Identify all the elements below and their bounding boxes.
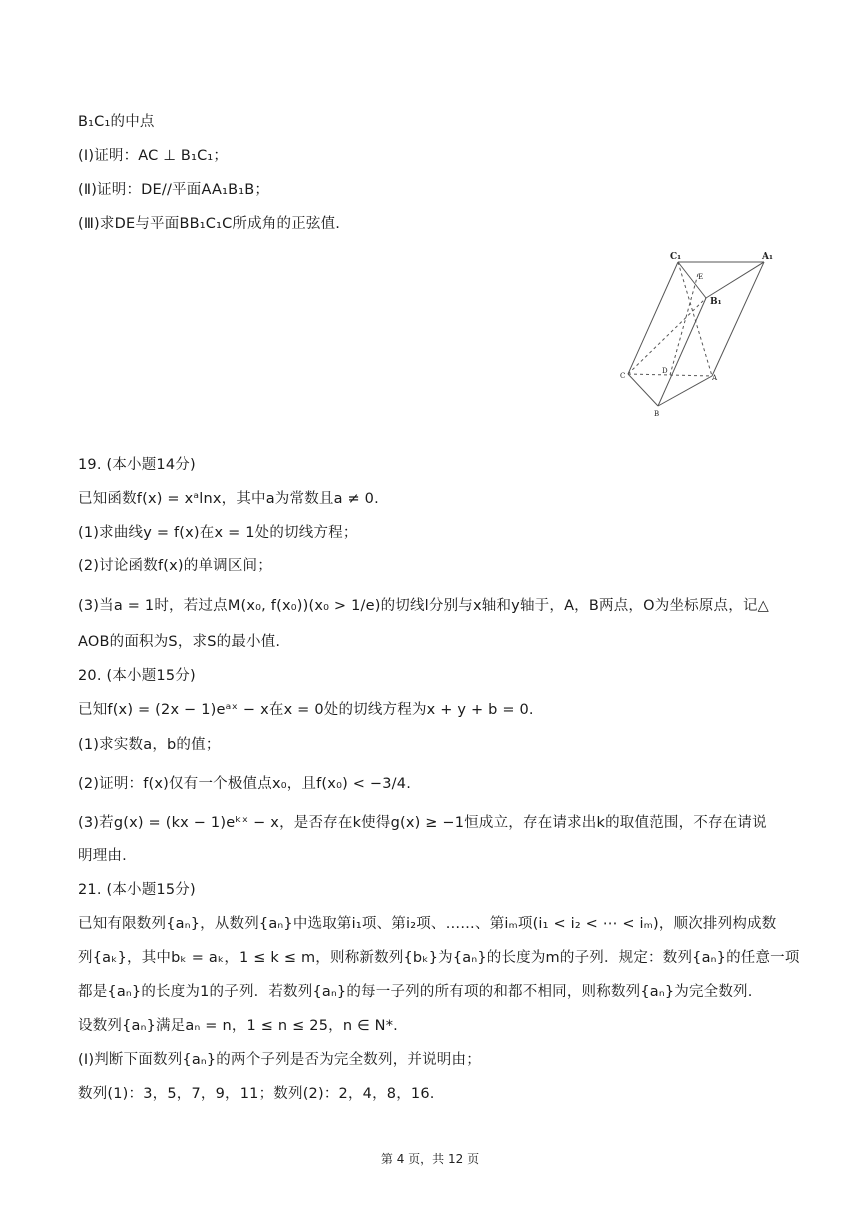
text-line: 已知f(x) = (2x − 1)eᵃˣ − x在x = 0处的切线方程为x + y + b = 0. <box>78 702 534 718</box>
text-line: 明理由. <box>78 848 127 864</box>
text-line: (2)讨论函数f(x)的单调区间； <box>78 558 272 574</box>
edge-c-b1 <box>628 298 706 374</box>
text-line: 都是{aₙ}的长度为1的子列．若数列{aₙ}的每一子列的所有项的和都不相同，则称数列{aₙ}为完全数列. <box>78 984 753 1000</box>
text-line: 列{aₖ}，其中bₖ = aₖ，1 ≤ k ≤ m，则称新数列{bₖ}为{aₙ}的长度为m的子列．规定：数列{aₙ}的任意一项 <box>78 950 800 966</box>
edge-c-b <box>628 374 658 406</box>
label-e: E <box>698 273 704 281</box>
edge-a1-a <box>712 262 764 376</box>
text-line: (Ⅲ)求DE与平面BB₁C₁C所成角的正弦值. <box>78 216 341 232</box>
text-line: 已知函数f(x) = xᵃlnx，其中a为常数且a ≠ 0. <box>78 491 379 507</box>
text-line: 数列(1)：3，5，7，9，11；数列(2)：2，4，8，16. <box>78 1086 435 1102</box>
prism-edges <box>628 262 764 406</box>
edge-b-a <box>658 376 712 406</box>
page-footer: 第 4 页，共 12 页 <box>380 1152 480 1166</box>
text-line: (Ⅰ)证明：AC ⊥ B₁C₁； <box>78 148 229 164</box>
problem-heading: 20. (本小题15分) <box>78 668 196 684</box>
text-line: 已知有限数列{aₙ}，从数列{aₙ}中选取第i₁项、第i₂项、……、第iₘ项(i₁ < i₂ < ⋯ < iₘ)，顺次排列构成数 <box>78 916 777 932</box>
text-line: (2)证明：f(x)仅有一个极值点x₀，且f(x₀) < −3/4. <box>78 776 412 792</box>
label-c: C <box>620 372 626 380</box>
text-line: B₁C₁的中点 <box>78 114 155 130</box>
text-line: AOB的面积为S，求S的最小值. <box>78 634 281 650</box>
label-c1: C₁ <box>670 252 682 262</box>
edge-c1-a <box>678 262 712 376</box>
text-line: 设数列{aₙ}满足aₙ = n，1 ≤ n ≤ 25，n ∈ N*. <box>78 1018 398 1034</box>
text-line: (1)求曲线y = f(x)在x = 1处的切线方程； <box>78 525 358 541</box>
label-a: A <box>712 374 718 382</box>
text-line: (Ⅰ)判断下面数列{aₙ}的两个子列是否为完全数列，并说明由； <box>78 1052 481 1068</box>
edge-b1-b <box>658 298 706 406</box>
text-line: (3)若g(x) = (kx − 1)eᵏˣ − x，是否存在k使得g(x) ≥ −1恒成立，存在请求出k的取值范围，不存在请说 <box>78 815 767 831</box>
text-line: (Ⅱ)证明：DE//平面AA₁B₁B； <box>78 182 270 198</box>
problem-heading: 19. (本小题14分) <box>78 457 196 473</box>
label-d: D <box>662 367 668 375</box>
text-line: (1)求实数a，b的值； <box>78 737 221 753</box>
problem-heading: 21. (本小题15分) <box>78 882 196 898</box>
prism-figure <box>612 246 782 422</box>
text-line: (3)当a = 1时，若过点M(x₀, f(x₀))(x₀ > 1/e)的切线l分别与x轴和y轴于，A，B两点，O为坐标原点，记△ <box>78 598 769 614</box>
label-a1: A₁ <box>762 252 773 262</box>
label-b: B <box>654 410 660 418</box>
edge-c1-c <box>628 262 678 374</box>
label-b1: B₁ <box>710 297 722 307</box>
